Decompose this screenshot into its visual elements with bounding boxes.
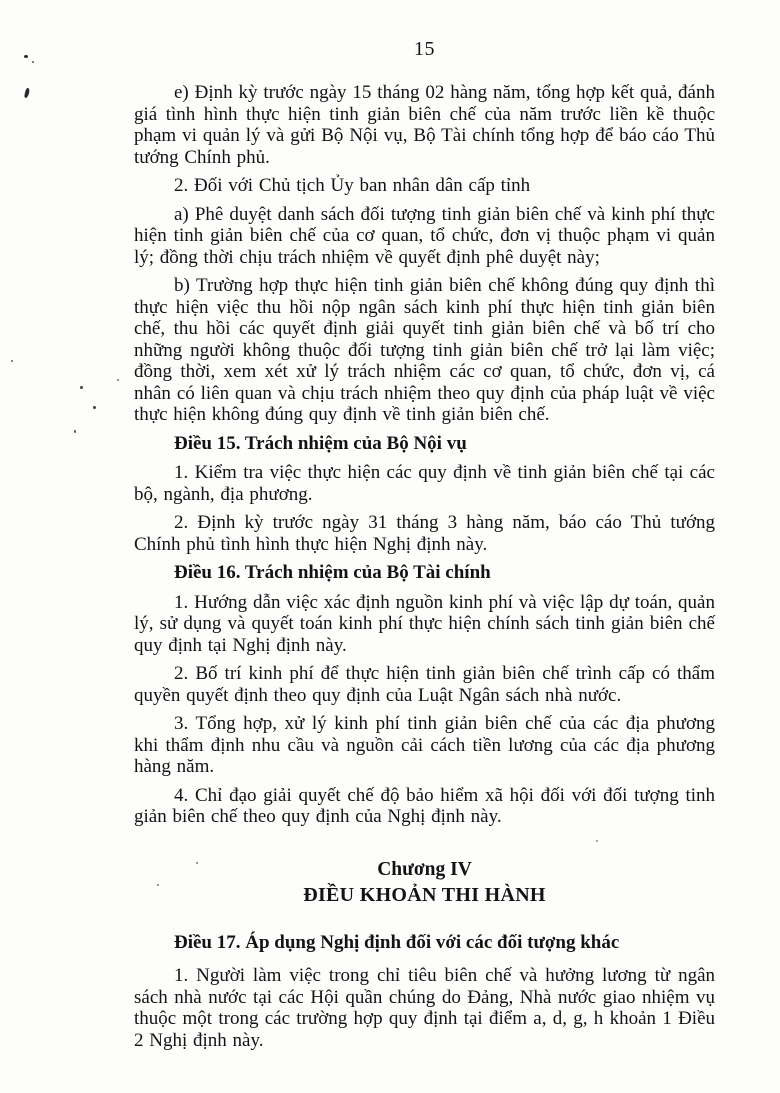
scan-speck bbox=[157, 884, 159, 886]
paragraph-point-b: b) Trường hợp thực hiện tinh giản biên chế không đúng quy định thì thực hiện việc thu hồi nộp ngân sách kinh phí thực hiện tinh giản biên chế, thu hồi các quyết định giải quyết tinh giản biên chế và bố trí cho những người không thuộc đối tượng tinh giản biên chế trở lại làm việc; đồng thời, xem xét xử lý trách nhiệm các cơ quan, tổ chức, đơn vị, cá nhân có liên quan và chịu trách nhiệm theo quy định của pháp luật về việc thực hiện không đúng quy định về tinh giản biên chế. bbox=[134, 275, 715, 425]
heading-article-16: Điều 16. Trách nhiệm của Bộ Tài chính bbox=[174, 562, 491, 583]
article-16-clause-3: 3. Tổng hợp, xử lý kinh phí tinh giản biên chế của các địa phương khi thẩm định nhu cầu và nguồn cải cách tiền lương của các địa phương hàng năm. bbox=[134, 713, 715, 777]
scan-speck bbox=[80, 386, 83, 389]
article-16-clause-1: 1. Hướng dẫn việc xác định nguồn kinh phí và việc lập dự toán, quản lý, sử dụng và quyết toán kinh phí thực hiện chính sách tinh giản biên chế quy định tại Nghị định này. bbox=[134, 591, 715, 656]
scan-speck bbox=[196, 862, 198, 864]
paragraph-point-a: a) Phê duyệt danh sách đối tượng tinh giản biên chế và kinh phí thực hiện tinh giản biên chế của cơ quan, tổ chức, đơn vị thuộc phạm vi quản lý; đồng thời chịu trách nhiệm về quyết định phê duyệt này; bbox=[134, 203, 715, 268]
scan-speck bbox=[74, 430, 76, 433]
heading-article-17: Điều 17. Áp dụng Nghị định đối với các đối tượng khác bbox=[174, 931, 620, 953]
scan-speck bbox=[596, 840, 598, 842]
scan-speck bbox=[93, 406, 96, 409]
article-16-clause-4: 4. Chỉ đạo giải quyết chế độ bảo hiểm xã hội đối với đối tượng tinh giản biên chế theo quy định của Nghị định này. bbox=[134, 784, 715, 827]
clause-2-chairman-provincial-committee: 2. Đối với Chủ tịch Ủy ban nhân dân cấp tỉnh bbox=[174, 175, 531, 196]
chapter-title: ĐIỀU KHOẢN THI HÀNH bbox=[303, 883, 546, 906]
article-16-clause-2: 2. Bố trí kinh phí để thực hiện tinh giản biên chế trình cấp có thẩm quyền quyết định theo quy định của Luật Ngân sách nhà nước. bbox=[134, 663, 715, 706]
page-number: 15 bbox=[414, 38, 435, 60]
document-body bbox=[134, 82, 715, 1058]
article-17-clause-1: 1. Người làm việc trong chỉ tiêu biên chế và hưởng lương từ ngân sách nhà nước tại các Hội quần chúng do Đảng, Nhà nước giao nhiệm vụ thuộc một trong các trường hợp quy định tại điểm a, d, g, h khoản 1 Điều 2 Nghị định này. bbox=[134, 965, 715, 1051]
article-15-clause-1: 1. Kiểm tra việc thực hiện các quy định về tinh giản biên chế tại các bộ, ngành, địa phương. bbox=[134, 462, 715, 505]
scan-speck bbox=[32, 61, 34, 63]
article-15-clause-2: 2. Định kỳ trước ngày 31 tháng 3 hàng năm, báo cáo Thủ tướng Chính phủ tình hình thực hiện Nghị định này. bbox=[134, 512, 715, 555]
scan-speck bbox=[24, 88, 30, 99]
scan-speck bbox=[117, 379, 119, 381]
paragraph-point-e: e) Định kỳ trước ngày 15 tháng 02 hàng năm, tổng hợp kết quả, đánh giá tình hình thực hiện tinh giản biên chế của năm trước liền kề thuộc phạm vi quản lý và gửi Bộ Nội vụ, Bộ Tài chính tổng hợp để báo cáo Thủ tướng Chính phủ. bbox=[134, 82, 715, 168]
heading-article-15: Điều 15. Trách nhiệm của Bộ Nội vụ bbox=[174, 432, 467, 454]
chapter-4-heading bbox=[134, 858, 715, 908]
chapter-label: Chương IV bbox=[377, 858, 472, 880]
scan-speck bbox=[11, 360, 13, 362]
scan-speck bbox=[24, 55, 28, 58]
